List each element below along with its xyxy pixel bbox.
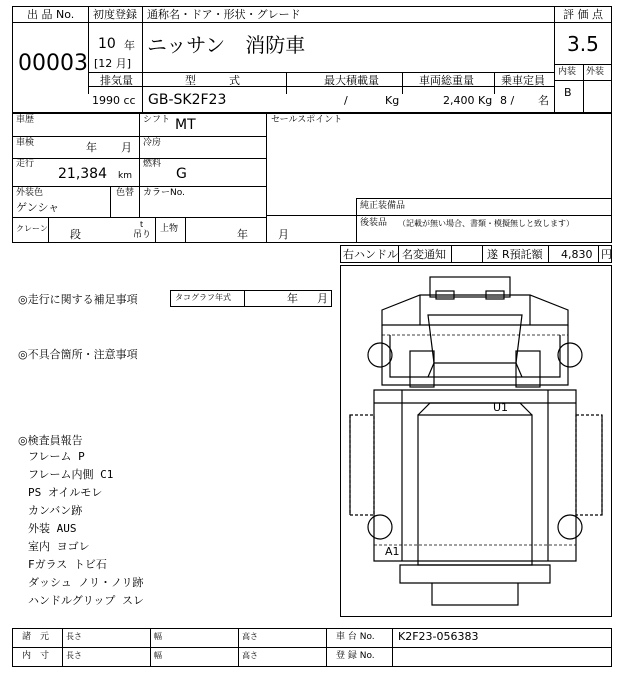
inspector-item: 外装 AUS: [28, 522, 77, 535]
color-value: ゲンシャ: [16, 201, 60, 214]
sales-point-label: セールスポイント: [271, 115, 343, 125]
recycle-value: 4,830: [561, 248, 593, 261]
first-reg-month: [12 月]: [94, 57, 132, 70]
rating-value: 3.5: [567, 32, 599, 56]
name-change-box: [451, 245, 483, 263]
recycle-label: R預託額: [502, 248, 543, 261]
history-label: 車歴: [16, 115, 35, 125]
inspector-item: フレーム P: [28, 450, 85, 463]
height-label: 高さ: [242, 632, 258, 641]
car-name: ニッサン 消防車: [147, 33, 306, 57]
genuine-equipment-label: 純正装備品: [360, 201, 406, 211]
first-reg-year: 10: [98, 36, 116, 52]
driving-notes-title: ◎走行に関する補足事項: [18, 293, 138, 306]
model-value: GB-SK2F23: [148, 92, 227, 108]
name-change-label: 名変通知: [402, 248, 446, 261]
inspector-item: ハンドルグリップ スレ: [28, 594, 144, 607]
fuel-value: G: [176, 166, 187, 182]
car-name-label: 通称名・ドア・形状・グレード: [147, 8, 301, 21]
crane-stage: 段: [70, 228, 81, 241]
mount-year: 年: [237, 228, 248, 241]
year-unit: 年: [124, 39, 135, 52]
inspector-item: PS オイルモレ: [28, 486, 103, 499]
shift-label: シフト: [143, 115, 171, 125]
chassis-no-label: 車 台 No.: [336, 632, 375, 642]
max-load-value: /: [344, 94, 348, 107]
fuel-label: 燃料: [143, 159, 162, 169]
defects-title: ◎不具合箇所・注意事項: [18, 348, 138, 361]
tachograph-label: タコグラフ年式: [175, 293, 231, 302]
inspector-item: 室内 ヨゴレ: [28, 540, 90, 553]
capacity-value: 8 /: [500, 94, 515, 107]
chassis-no-value: K2F23-056383: [398, 630, 479, 643]
lot-number: 00003: [18, 51, 88, 76]
gross-weight-label: 車両総重量: [419, 74, 474, 87]
displacement-value: 1990 cc: [92, 94, 136, 107]
inspector-item: Fガラス トビ石: [28, 558, 107, 571]
aftermarket-note: （記載が無い場合、書類・模擬無しと致します）: [398, 219, 574, 228]
vehicle-outline-drawing: [340, 265, 612, 617]
color-code-label: カラーNo.: [143, 188, 185, 198]
damage-mark-a1: A1: [385, 545, 400, 558]
damage-mark-u1: U1: [493, 401, 509, 414]
capacity-unit: 名: [538, 94, 549, 107]
inspector-item: フレーム内側 C1: [28, 468, 114, 481]
interior-dim-label: 内 寸: [22, 651, 50, 661]
ac-label: 冷房: [143, 138, 162, 148]
vehicle-diagram: [340, 265, 612, 617]
crane-ton: t: [140, 220, 144, 229]
inspector-item: ダッシュ ノリ・ノリ跡: [28, 576, 144, 589]
mileage-value: 21,384: [58, 166, 107, 182]
completed-label: 遂: [487, 248, 498, 261]
inspector-report-title: ◎検査員報告: [18, 434, 83, 447]
interior-label: 内装: [558, 67, 577, 77]
mount-month: 月: [278, 228, 289, 241]
lot-no-label: 出 品 No.: [27, 8, 75, 21]
length-label: 長さ: [66, 651, 82, 660]
aftermarket-label: 後装品: [360, 218, 388, 228]
inspector-item: カンバン跡: [28, 504, 83, 517]
displacement-label: 排気量: [100, 74, 133, 87]
color-change-label: 色替: [116, 188, 135, 198]
max-load-unit: Kg: [385, 94, 400, 107]
width-label: 幅: [154, 651, 162, 660]
gross-weight-value: 2,400 Kg: [443, 94, 493, 107]
crane-hang: 吊り: [133, 230, 152, 240]
height-label: 高さ: [242, 651, 258, 660]
exterior-label: 外装: [586, 67, 605, 77]
specs-label: 諸 元: [22, 632, 50, 642]
yen-label: 円: [601, 248, 612, 261]
model-label: 型 式: [185, 74, 240, 87]
capacity-label: 乗車定員: [501, 74, 545, 87]
width-label: 幅: [154, 632, 162, 641]
rating-label: 評 価 点: [563, 8, 603, 21]
mount-label: 上物: [160, 224, 179, 234]
mileage-unit: km: [118, 171, 132, 181]
color-label: 外装色: [16, 188, 44, 198]
inspection-month: 月: [121, 141, 132, 154]
inspection-year: 年: [86, 141, 97, 154]
interior-grade: B: [564, 86, 572, 99]
crane-label: クレーン: [16, 224, 48, 233]
mileage-label: 走行: [16, 159, 35, 169]
inspection-label: 車検: [16, 138, 35, 148]
max-load-label: 最大積載量: [324, 74, 379, 87]
registration-no-label: 登 録 No.: [336, 651, 375, 661]
shift-value: MT: [175, 117, 196, 133]
right-hand-drive-label: 右ハンドル: [343, 248, 398, 261]
tachograph-year: 年: [287, 292, 298, 305]
length-label: 長さ: [66, 632, 82, 641]
tachograph-month: 月: [317, 292, 328, 305]
first-reg-label: 初度登録: [93, 8, 137, 21]
